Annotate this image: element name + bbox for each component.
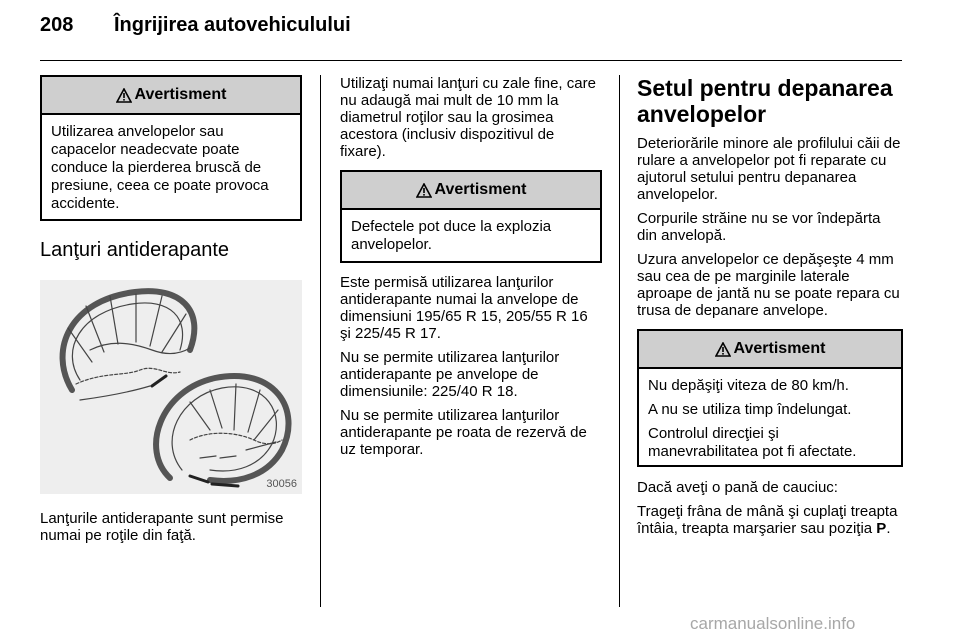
snow-chains-icon bbox=[40, 280, 302, 494]
repair-kit-intro-text: Deteriorările minore ale profilului căii de rulare a anvelopelor pot fi reparate cu ajutorul setului pentru depanarea anvelopelor. bbox=[637, 135, 901, 203]
image-reference-number: 30056 bbox=[266, 478, 297, 490]
chains-intro-text: Utilizaţi numai lanţuri cu zale fine, care nu adaugă mai mult de 10 mm la diametrul roţilor sau la grosimea acestora (inclusiv dispozitivul de fixare). bbox=[340, 75, 596, 160]
warning-header bbox=[342, 172, 600, 210]
warning-triangle-icon bbox=[116, 88, 132, 103]
warning-label: Avertisment bbox=[733, 340, 826, 357]
allowed-sizes-text: Este permisă utilizarea lanţurilor antiderapante numai la anvelope de dimensiuni 195/65 R 15, 205/55 R 16 şi 225/45 R 17. bbox=[340, 274, 588, 342]
warning-box-tires bbox=[40, 75, 302, 221]
foreign-objects-text: Corpurile străine nu se vor îndepărta din anvelopă. bbox=[637, 210, 881, 244]
section-heading-snow-chains: Lanţuri antiderapante bbox=[40, 239, 230, 261]
forbidden-sizes-text: Nu se permite utilizarea lanţurilor antiderapante pe anvelope de dimensiunile: 225/40 R 18. bbox=[340, 349, 560, 400]
page-header bbox=[40, 14, 920, 44]
page-title: Îngrijirea autovehiculului bbox=[114, 14, 351, 36]
warning-text: Utilizarea anvelopelor sau capacelor neadecvate poate conduce la pierderea bruscă de presiune, ceea ce poate provoca accidente. bbox=[51, 123, 269, 212]
warning-text bbox=[639, 369, 901, 470]
warning-header bbox=[639, 331, 901, 369]
warning-label: Avertisment bbox=[134, 86, 227, 103]
gear-p-label: P bbox=[876, 520, 887, 537]
section-heading-tire-repair-kit: Setul pentru depanarea anvelopelor bbox=[637, 75, 893, 127]
column-1 bbox=[40, 75, 302, 551]
warning-header bbox=[42, 77, 300, 115]
duration-text: A nu se utiliza timp îndelungat. bbox=[648, 401, 852, 418]
chains-front-wheels-text: Lanţurile antiderapante sunt permise numai pe roţile din faţă. bbox=[40, 510, 284, 544]
page-number: 208 bbox=[40, 14, 74, 36]
warning-triangle-icon bbox=[715, 342, 731, 357]
warning-text: Defectele pot duce la explozia anvelopelor. bbox=[351, 218, 552, 253]
flat-tire-text: Dacă aveţi o pană de cauciuc: bbox=[637, 479, 838, 496]
handling-text: Controlul direcţiei şi manevrabilitatea pot fi afectate. bbox=[648, 425, 857, 460]
parking-brake-text: Trageţi frâna de mână şi cuplaţi treapta întâia, treapta marşarier sau poziţia P. bbox=[637, 503, 898, 537]
column-3 bbox=[637, 75, 903, 544]
snow-chains-illustration bbox=[40, 280, 302, 494]
wear-limit-text: Uzura anvelopelor ce depăşeşte 4 mm sau cea de pe marginile laterale aproape de jantă nu se poate repara cu trusa de depanare anvelope. bbox=[637, 251, 900, 319]
warning-box-explosion bbox=[340, 170, 602, 263]
column-2 bbox=[340, 75, 602, 465]
spare-wheel-text: Nu se permite utilizarea lanţurilor antiderapante pe roata de rezervă de uz temporar. bbox=[340, 407, 587, 458]
header-rule bbox=[40, 60, 902, 61]
speed-limit-text: Nu depăşiţi viteza de 80 km/h. bbox=[648, 377, 849, 394]
watermark: carmanualsonline.info bbox=[690, 614, 856, 633]
column-divider-1 bbox=[320, 75, 321, 607]
warning-label: Avertisment bbox=[434, 181, 527, 198]
warning-triangle-icon bbox=[416, 183, 432, 198]
column-divider-2 bbox=[619, 75, 620, 607]
warning-box-speed bbox=[637, 329, 903, 467]
